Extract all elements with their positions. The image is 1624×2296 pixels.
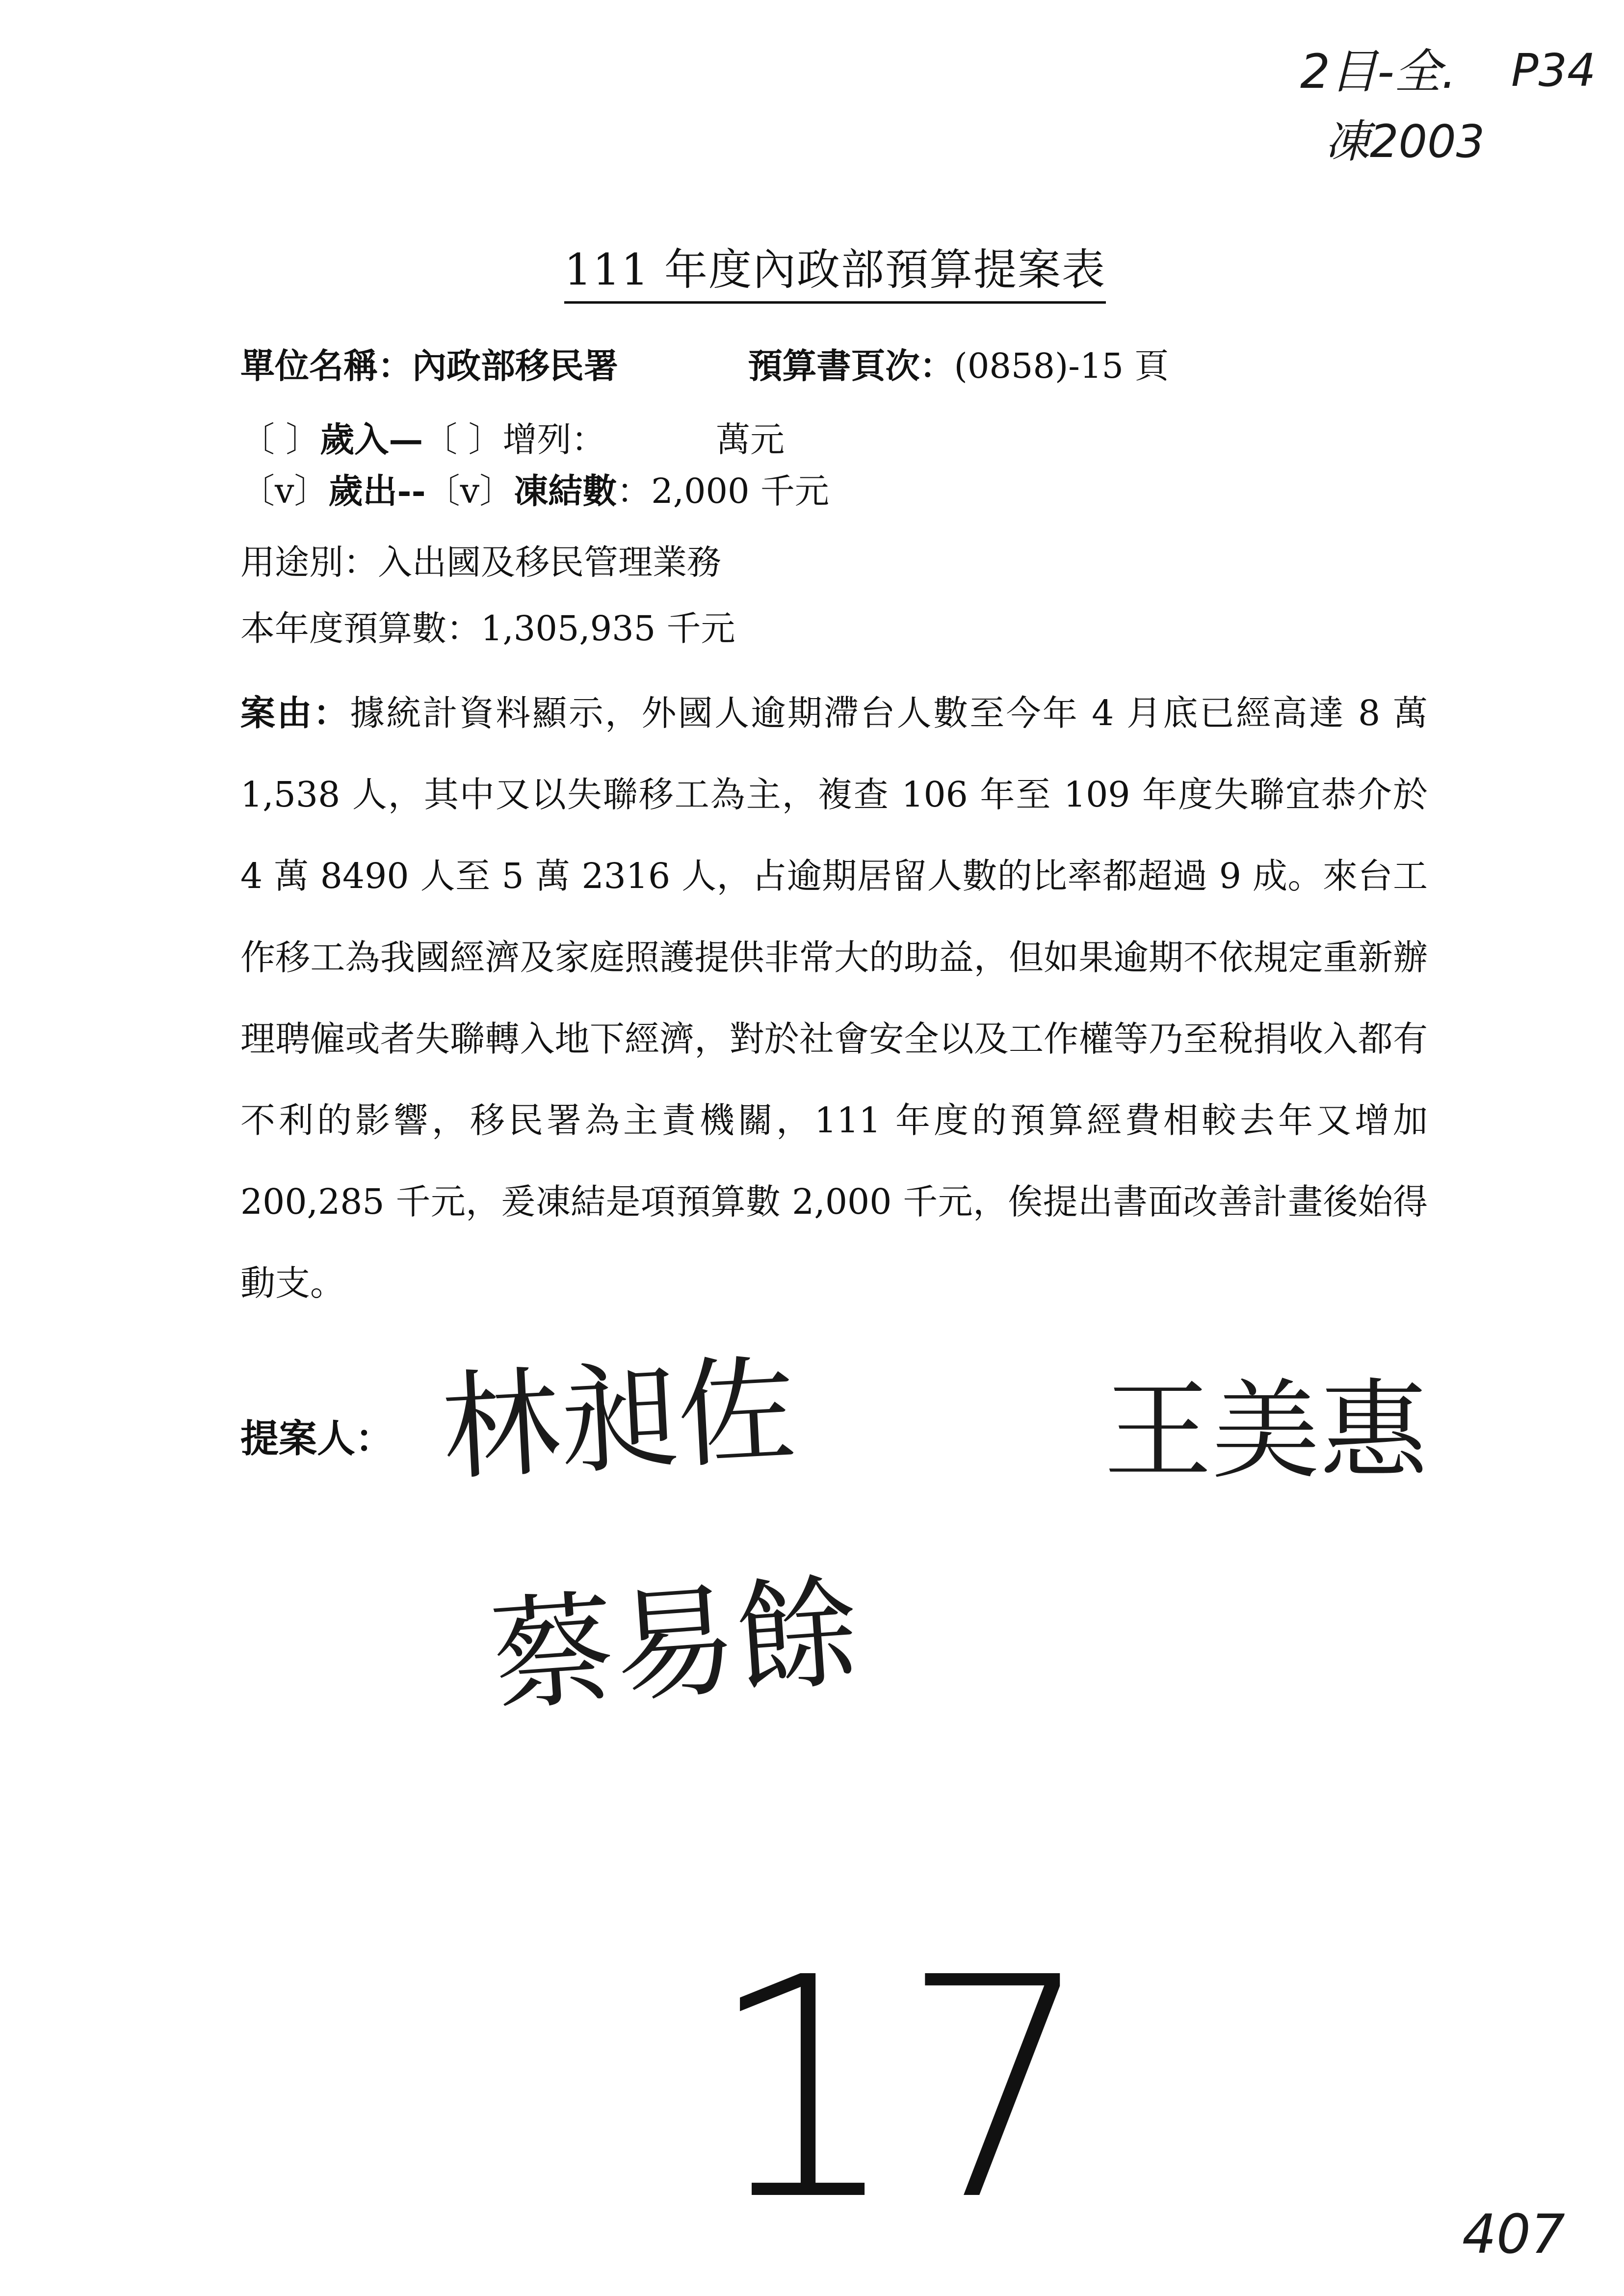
signature-3: 蔡易餘 <box>487 1560 864 1728</box>
page-number: 407 <box>1462 2203 1565 2266</box>
expenditure-label: 歲出-- <box>328 470 426 511</box>
handwritten-note: 2目-全. <box>1300 44 1457 99</box>
expenditure-checkbox: 〔v〕 <box>240 471 329 511</box>
handwritten-freeze-note: 凍2003 <box>1325 115 1485 168</box>
expenditure-line <box>240 464 829 513</box>
handwritten-page-ref: P34 <box>1511 44 1596 97</box>
proposer-label: 提案人： <box>240 1416 394 1461</box>
handwritten-number: 17 <box>707 1913 1094 2267</box>
freeze-amount: ：2,000 千元 <box>617 471 829 511</box>
revenue-inner-label: 增列： <box>502 419 606 460</box>
revenue-line <box>240 412 785 462</box>
purpose-line: 用途別：入出國及移民管理業務 <box>240 542 721 582</box>
revenue-label: 歲入— <box>320 419 423 460</box>
signature-1: 林昶佐 <box>439 1341 799 1497</box>
reason-paragraph <box>240 672 1428 1324</box>
revenue-checkbox: 〔 〕 <box>240 419 320 460</box>
freeze-label: 凍結數 <box>514 470 617 511</box>
revenue-inner-checkbox: 〔 〕 <box>423 419 503 460</box>
revenue-amount: 萬元 <box>716 419 785 460</box>
unit-value: 內政部移民署 <box>412 345 618 386</box>
reason-label: 案由： <box>240 692 350 733</box>
unit-line <box>240 339 1169 388</box>
reason-text: 據統計資料顯示，外國人逾期滯台人數至今年 4 月底已經高達 8 萬 1,538 人，其中又以失聯移工為主，複查 106 年至 109 年度失聯宜恭介於 4 萬 8490 人至 5 萬 2316 人，占逾期居留人數的比率都超過 9 成。來台工作移工為我國經濟及家庭照護提供非常大的助益，但如果逾期不依規定重新辦理聘僱或者失聯轉入地下經濟，對於社會安全以及工作權等乃至稅捐收入都有不利的影響，移民署為主責機關，111 年度的預算經費相較去年又增加 200,285 千元，爰凍結是項預算數 2,000 千元，俟提出書面改善計畫後始得動支。 <box>240 693 1428 1304</box>
signature-2: 王美惠 <box>1104 1368 1428 1494</box>
page-label: 預算書頁次： <box>748 345 954 386</box>
page-title: 111 年度內政部預算提案表 <box>564 235 1106 304</box>
unit-label: 單位名稱： <box>240 345 412 386</box>
page-value: (0858)-15 頁 <box>954 346 1169 386</box>
expenditure-inner-checkbox: 〔v〕 <box>425 471 514 511</box>
budget-line: 本年度預算數：1,305,935 千元 <box>240 608 735 649</box>
